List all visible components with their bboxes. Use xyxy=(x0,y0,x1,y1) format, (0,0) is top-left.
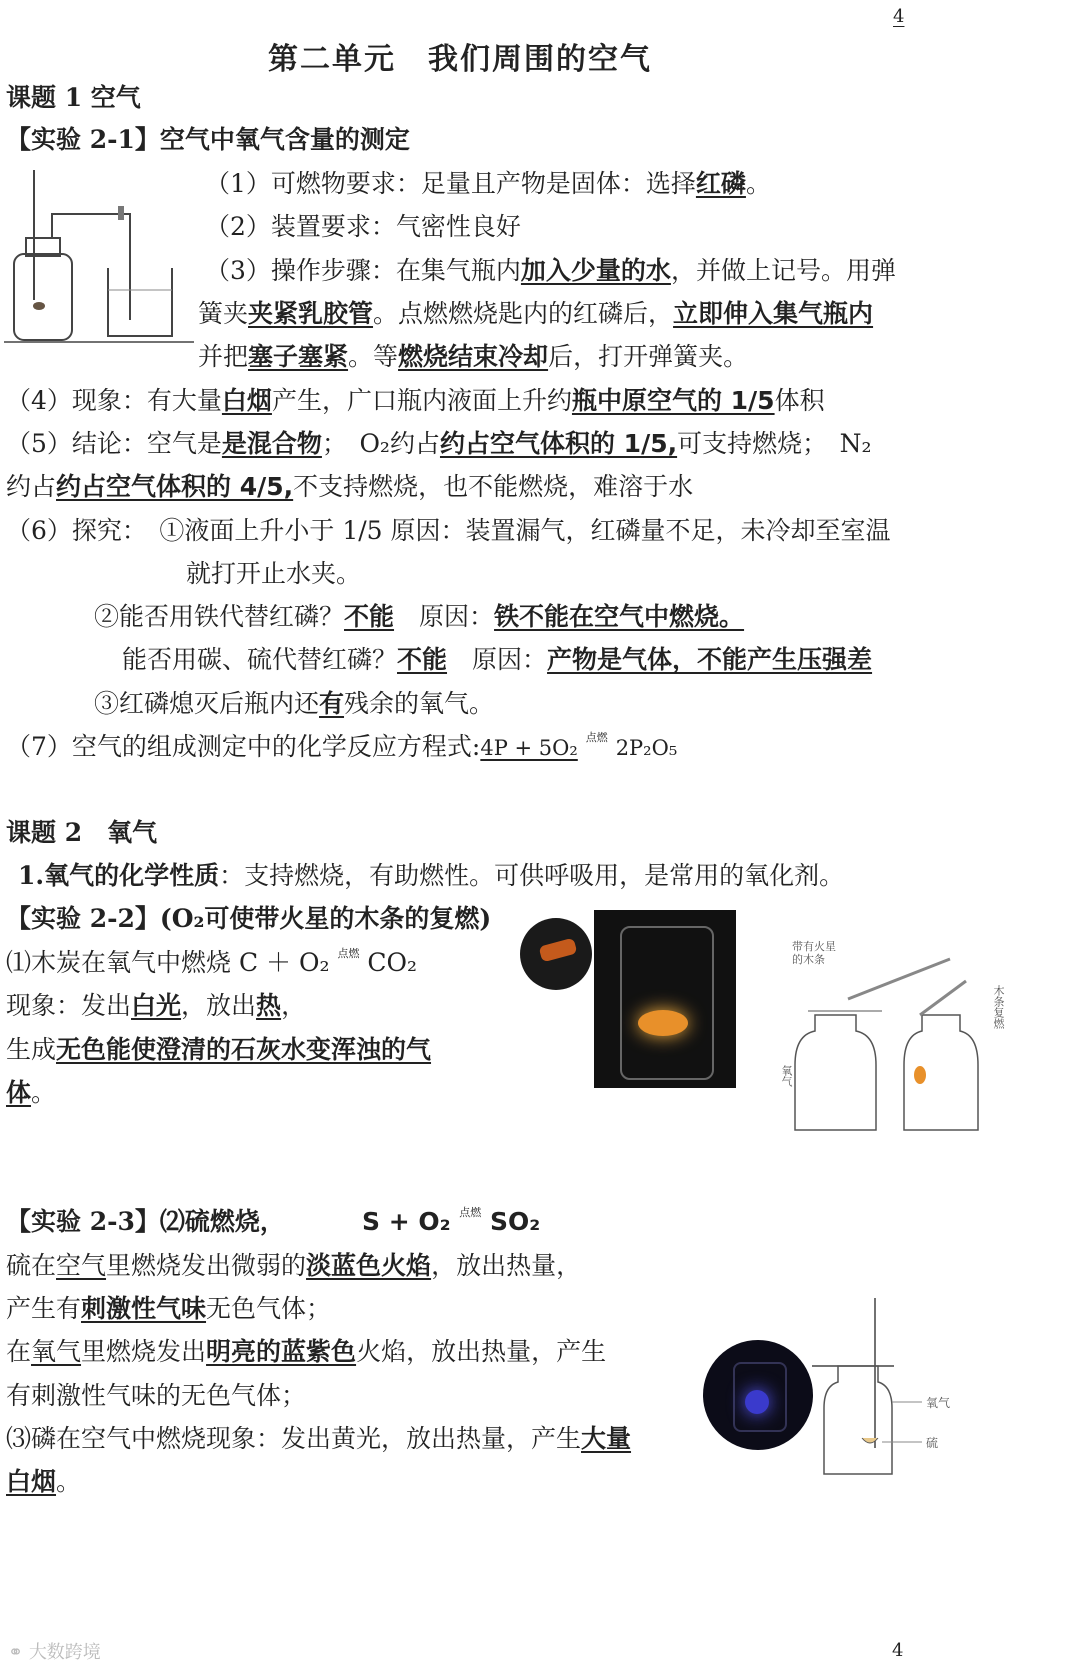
label-splint: 带有火星 的木条 xyxy=(792,940,836,966)
l1-p3b xyxy=(198,298,873,330)
p6c-answer1: 不能 xyxy=(344,602,395,631)
s1 xyxy=(6,1250,581,1282)
p3a-answer1: 加入少量的水 xyxy=(520,256,671,285)
p3b-text2: 。点燃燃烧匙内的红磷后， xyxy=(373,299,674,328)
p6c-text2: 原因： xyxy=(394,602,495,631)
s4: 有刺激性气味的无色气体； xyxy=(6,1381,307,1410)
p1-end: 。 xyxy=(745,169,771,198)
s1-text2: 里燃烧发出微弱的 xyxy=(106,1251,307,1280)
p6e-text2: 残余的氧气。 xyxy=(344,689,495,718)
s3-text2: 里燃烧发出 xyxy=(81,1337,207,1366)
prop-title: 1.氧气的化学性质 xyxy=(18,861,220,890)
watermark xyxy=(8,1638,101,1664)
s-eq-left: S + O₂ xyxy=(362,1207,451,1236)
s3-text1: 在 xyxy=(6,1337,32,1366)
p3a-text1: （3）操作步骤：在集气瓶内 xyxy=(205,256,521,285)
l1-p2: （2）装置要求：气密性良好 xyxy=(205,212,521,241)
p6e-answer1: 有 xyxy=(319,689,345,718)
c-obs-text3: ， xyxy=(281,991,307,1020)
s1-answer2: 淡蓝色火焰 xyxy=(306,1251,432,1280)
s2-answer1: 刺激性气味 xyxy=(81,1294,207,1323)
l1-p1 xyxy=(205,168,771,200)
unit-title: 第二单元 我们周围的空气 xyxy=(268,42,652,77)
p5a-answer2: 约占空气体积的 1/5, xyxy=(439,429,678,458)
l1-p3c xyxy=(198,341,748,373)
l1-p4 xyxy=(6,385,825,417)
l1-p6b: 就打开止水夹。 xyxy=(186,559,362,588)
c-obs-answer2: 热 xyxy=(256,991,282,1020)
s-equation xyxy=(362,1206,540,1243)
p4-answer1: 白烟 xyxy=(221,386,272,415)
p6c-text1: ②能否用铁代替红磷？ xyxy=(94,602,345,631)
c-obs-answer1: 白光 xyxy=(131,991,182,1020)
c-gen-text: 生成 xyxy=(6,1035,57,1064)
p3c-answer1: 塞子塞紧 xyxy=(248,342,349,371)
p-burn-text: ⑶磷在空气中燃烧现象：发出黄光，放出热量，产生 xyxy=(6,1424,582,1453)
c-gen2 xyxy=(6,1077,56,1109)
p5b-text1: 约占 xyxy=(6,472,57,501)
p5a-text1: （5）结论：空气是 xyxy=(6,429,222,458)
p6d-answer2: 产物是气体，不能产生压强差 xyxy=(547,645,873,674)
p6d-answer1: 不能 xyxy=(397,645,448,674)
p4-answer2: 瓶中原空气的 1/5 xyxy=(571,386,775,415)
p-burn2-text: 。 xyxy=(56,1467,82,1496)
p3b-answer1: 夹紧乳胶管 xyxy=(248,299,374,328)
p5a-text2: ； O₂约占 xyxy=(321,429,440,458)
label-sulfur: 硫 xyxy=(926,1436,939,1450)
p5a-answer1: 是混合物 xyxy=(221,429,322,458)
c-obs xyxy=(6,990,306,1022)
oxygen-measure-apparatus-figure xyxy=(4,170,196,346)
p-burn-answer: 大量 xyxy=(581,1424,632,1453)
s3-text3: 火焰，放出热量，产生 xyxy=(356,1337,607,1366)
p1-answer: 红磷 xyxy=(695,169,746,198)
watermark-text: 大数跨境 xyxy=(28,1642,101,1663)
s3 xyxy=(6,1336,606,1368)
p3a-text2: ，并做上记号。用弹 xyxy=(670,256,896,285)
c-gen2-text: 。 xyxy=(31,1078,57,1107)
s2-text2: 无色气体； xyxy=(206,1294,332,1323)
l1-p6e xyxy=(94,688,494,720)
label-relit: 木条复燃 xyxy=(992,985,1005,1029)
c-gen-answer: 无色能使澄清的石灰水变浑浊的气 xyxy=(56,1035,432,1064)
p4-text1: （4）现象：有大量 xyxy=(6,386,222,415)
c-gen xyxy=(6,1034,431,1066)
c-obs-text1: 现象：发出 xyxy=(6,991,132,1020)
p3b-answer2: 立即伸入集气瓶内 xyxy=(673,299,874,328)
exp22-title: 【实验 2-2】(O₂可使带火星的木条的复燃) xyxy=(6,904,492,933)
p7-eq-right: 2P₂O₅ xyxy=(615,736,678,760)
s2 xyxy=(6,1293,331,1325)
exp21-title: 【实验 2-1】空气中氧气含量的测定 xyxy=(6,125,410,154)
s3-answer1: 氧气 xyxy=(31,1337,82,1366)
l1-p6a: （6）探究： ①液面上升小于 1/5 原因：装置漏气，红磷量不足，未冷却至室温 xyxy=(6,516,891,545)
l1-p5b xyxy=(6,471,693,503)
p6d-text1: 能否用碳、硫代替红磷？ xyxy=(122,645,398,674)
s1-answer1: 空气 xyxy=(56,1251,107,1280)
p5a-text3: 可支持燃烧； N₂ xyxy=(677,429,872,458)
s-eq-condition: 点燃 xyxy=(459,1206,482,1219)
s1-text1: 硫在 xyxy=(6,1251,57,1280)
c-gen2-answer: 体 xyxy=(6,1078,32,1107)
l1-p6d xyxy=(122,644,872,676)
p-burn xyxy=(6,1423,631,1455)
p6d-text2: 原因： xyxy=(447,645,548,674)
p3b-text1: 簧夹 xyxy=(198,299,249,328)
s-eq-right: SO₂ xyxy=(490,1207,541,1236)
p3c-text3: 后，打开弹簧夹。 xyxy=(548,342,749,371)
p7-text1: （7）空气的组成测定中的化学反应方程式: xyxy=(6,732,481,761)
p5b-text2: 不支持燃烧，也不能燃烧，难溶于水 xyxy=(293,472,694,501)
c-burn-product: CO₂ xyxy=(367,948,418,977)
c-burn xyxy=(6,947,417,984)
l1-p5a xyxy=(6,428,872,460)
s1-text3: ，放出热量， xyxy=(431,1251,582,1280)
p1-text: （1）可燃物要求：足量且产物是固体：选择 xyxy=(205,169,696,198)
page-number-top: 4 xyxy=(893,6,905,27)
p-burn2 xyxy=(6,1466,81,1498)
lesson1-title: 课题 1 空气 xyxy=(6,83,141,112)
label-oxygen-2: 氧气 xyxy=(926,1396,951,1410)
p-burn2-answer: 白烟 xyxy=(6,1467,57,1496)
l1-p3a xyxy=(205,255,896,287)
l1-p6c xyxy=(94,601,744,633)
exp23-title: 【实验 2-3】⑵硫燃烧， xyxy=(6,1207,285,1236)
p3c-text1: 并把 xyxy=(198,342,249,371)
p6c-answer2: 铁不能在空气中燃烧。 xyxy=(494,602,745,631)
p7-eq-left: 4P + 5O₂ xyxy=(480,736,578,760)
charcoal-jar-photo xyxy=(594,910,736,1088)
lesson2-title: 课题 2 氧气 xyxy=(6,818,158,847)
label-oxygen: 氧气 xyxy=(780,1065,793,1087)
prop-text: ：支持燃烧，有助燃性。可供呼吸用，是常用的氧化剂。 xyxy=(219,861,845,890)
l1-p7 xyxy=(6,731,677,768)
p5b-answer1: 约占空气体积的 4/5, xyxy=(56,472,294,501)
p6e-text1: ③红磷熄灭后瓶内还 xyxy=(94,689,320,718)
s3-answer2: 明亮的蓝紫色 xyxy=(206,1337,357,1366)
c-burn-condition: 点燃 xyxy=(337,947,360,960)
c-burn-text: ⑴木炭在氧气中燃烧 C ＋ O₂ xyxy=(6,948,330,977)
l2-prop xyxy=(18,860,844,892)
watermark-logo-icon: ⚭ xyxy=(8,1642,29,1663)
p3c-text2: 。等 xyxy=(348,342,399,371)
charcoal-closeup-photo xyxy=(520,918,592,990)
s2-text1: 产生有 xyxy=(6,1294,82,1323)
p3c-answer2: 燃烧结束冷却 xyxy=(398,342,549,371)
p7-condition: 点燃 xyxy=(585,731,608,744)
sulfur-burning-photo xyxy=(703,1340,813,1450)
page-number-bottom: 4 xyxy=(892,1640,904,1661)
c-obs-text2: ，放出 xyxy=(181,991,257,1020)
p4-text3: 体积 xyxy=(774,386,825,415)
p4-text2: 产生，广口瓶内液面上升约 xyxy=(271,386,572,415)
sulfur-jar-figure xyxy=(812,1298,982,1484)
